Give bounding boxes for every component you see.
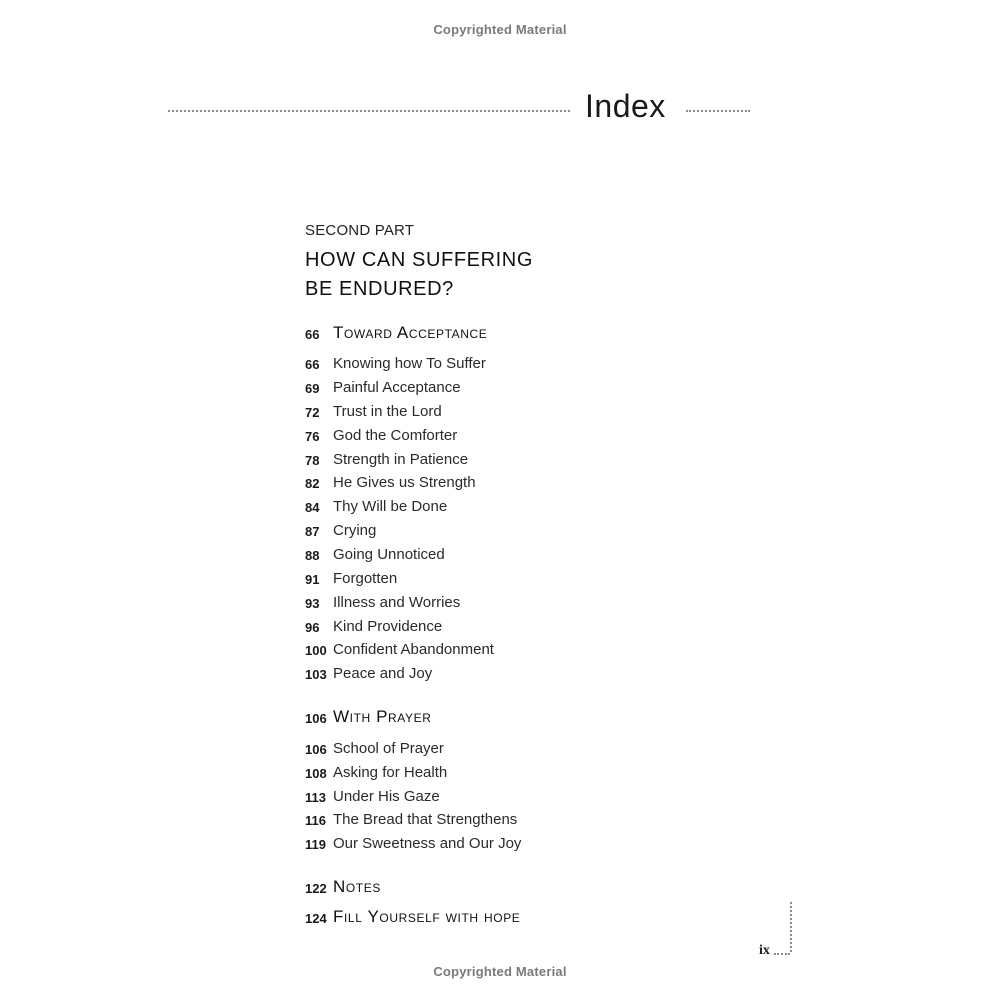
page-title: Index <box>585 88 666 124</box>
entry-page-number: 100 <box>305 643 327 658</box>
page-folio: ix <box>759 943 770 958</box>
section-page-number: 66 <box>305 327 320 342</box>
title-dotted-rule-left <box>168 110 570 112</box>
entry-page-number: 82 <box>305 476 320 491</box>
entry-title: Painful Acceptance <box>333 379 461 396</box>
entry-title: Peace and Joy <box>333 665 433 682</box>
entry-title: Crying <box>333 522 377 539</box>
entry-title: Kind Providence <box>333 618 443 635</box>
title-dotted-rule-right <box>686 110 750 112</box>
entry-title: Thy Will be Done <box>333 498 448 515</box>
section-page-number: 124 <box>305 911 327 926</box>
entry-page-number: 96 <box>305 620 320 635</box>
entry-title: Confident Abandonment <box>333 641 494 658</box>
entry-page-number: 66 <box>305 357 320 372</box>
entry-page-number: 103 <box>305 667 327 682</box>
entry-title: Our Sweetness and Our Joy <box>333 835 522 852</box>
section-title: With Prayer <box>333 707 432 726</box>
part-label: SECOND PART <box>305 222 415 239</box>
entry-title: Strength in Patience <box>333 451 469 468</box>
entry-title: School of Prayer <box>333 740 444 757</box>
section-page-number: 106 <box>305 711 327 726</box>
entry-page-number: 116 <box>305 813 326 828</box>
entry-title: Trust in the Lord <box>333 403 442 420</box>
entry-title: Asking for Health <box>333 764 448 781</box>
part-title-line-2: BE ENDURED? <box>305 278 454 300</box>
entry-page-number: 72 <box>305 405 320 420</box>
entry-title: Illness and Worries <box>333 594 461 611</box>
entry-title: God the Comforter <box>333 427 458 444</box>
copyright-footer: Copyrighted Material <box>433 964 567 979</box>
entry-page-number: 88 <box>305 548 320 563</box>
section-title: Toward Acceptance <box>333 323 488 342</box>
entry-page-number: 84 <box>305 500 320 515</box>
entry-page-number: 93 <box>305 596 320 611</box>
section-title: Notes <box>333 877 381 896</box>
entry-title: Going Unnoticed <box>333 546 445 563</box>
part-title <box>305 246 533 304</box>
entry-title: Under His Gaze <box>333 788 440 805</box>
part-title-line-1: HOW CAN SUFFERING <box>305 249 533 271</box>
entry-page-number: 78 <box>305 453 320 468</box>
entry-page-number: 76 <box>305 429 320 444</box>
entry-title: The Bread that Strengthens <box>333 811 518 828</box>
section-title: Fill Yourself with hope <box>333 907 521 926</box>
section-page-number: 122 <box>305 881 327 896</box>
entry-title: Forgotten <box>333 570 398 587</box>
entry-page-number: 69 <box>305 381 320 396</box>
entry-title: He Gives us Strength <box>333 474 476 491</box>
entry-page-number: 119 <box>305 837 326 852</box>
copyright-header: Copyrighted Material <box>433 22 567 37</box>
entry-page-number: 113 <box>305 790 326 805</box>
folio-dotted-rule-horizontal <box>774 953 790 955</box>
folio-dotted-rule-vertical <box>790 902 792 952</box>
entry-page-number: 91 <box>305 572 320 587</box>
entry-page-number: 106 <box>305 742 327 757</box>
entry-title: Knowing how To Suffer <box>333 355 486 372</box>
entry-page-number: 108 <box>305 766 327 781</box>
entry-page-number: 87 <box>305 524 320 539</box>
